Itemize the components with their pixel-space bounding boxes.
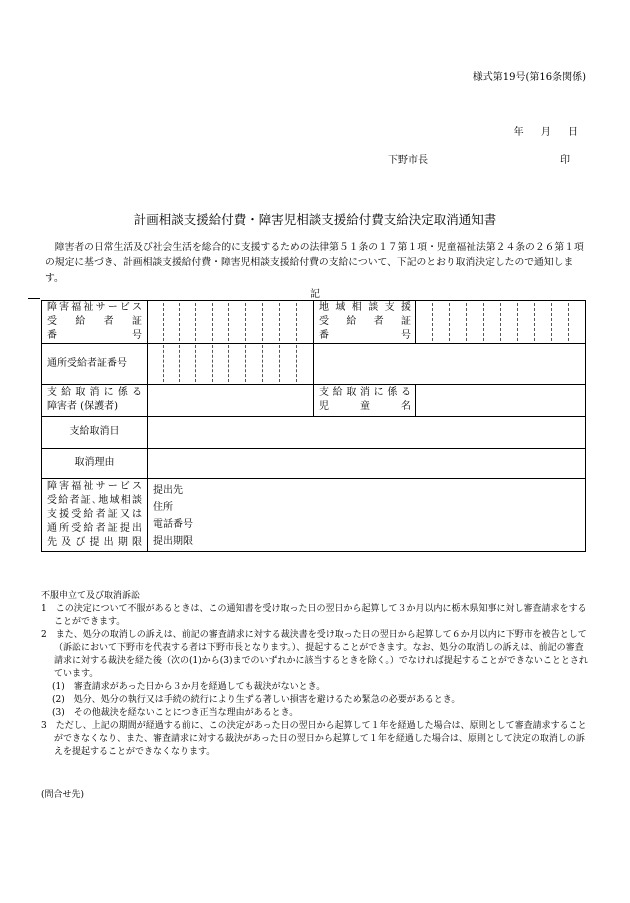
form-table: [41, 300, 586, 552]
digit-separator: [449, 303, 450, 341]
mayor-name: 下野市長: [388, 155, 428, 166]
note-sub-1: (1) 審査請求があった日から３か月を経過しても裁決がないとき。: [52, 682, 326, 692]
digit-separator: [195, 303, 196, 341]
deadline-label: 提出期限: [153, 536, 193, 547]
note-item-1: 1 この決定について不服があるときは、この通知書を受け取った日の翌日から起算して３か月以内に栃木県知事に対し審査請求をすることができます。: [41, 604, 587, 627]
row-line: [42, 448, 585, 449]
digit-separator: [466, 303, 467, 341]
regional-cert-label-3: 番 号: [319, 330, 411, 341]
welfare-cert-label-2: 受 給 者 証: [47, 316, 142, 327]
note-item-3: 3 ただし、上記の期間が経過する前に、この決定があった日の翌日から起算して１年を経過した場合は、原則として審査請求することができなくなり、また、審査請求に対する裁決があった日の翌日から起算して１年を経過した場合は、原則として決定の取消しの訴えを提起することができなくなります。: [41, 721, 587, 757]
address-label: 住所: [153, 502, 173, 513]
ki-heading: 記: [310, 289, 320, 300]
digit-separator: [296, 303, 297, 341]
cancel-child-label-1: 支給取消に係る: [319, 387, 411, 398]
regional-cert-label-1: 地 域 相 談 支 援: [319, 302, 411, 313]
form-number: 様式第19号(第16条関係): [472, 72, 586, 83]
date-line: 年 月 日: [513, 127, 578, 138]
digit-separator: [279, 345, 280, 382]
note-sub-3: (3) その他裁決を経ないことにつき正当な理由があるとき。: [52, 708, 299, 718]
digit-separator: [228, 303, 229, 341]
day-cert-label: 通所受給者証番号: [47, 358, 127, 369]
row-line: [42, 478, 585, 479]
submit-label-3: 支援受給者証又は: [47, 509, 142, 520]
cancel-reason-label: 取消理由: [74, 457, 115, 468]
notes-heading: 不服申立て及び取消訴訟: [41, 591, 141, 601]
intro-paragraph: 障害者の日常生活及び社会生活を総合的に支援するための法律第５１条の１７第１項・児童福祉法第２４条の２６第１項の規定に基づき、計画相談支援給付費・障害児相談支援給付費の支給について、下記のとおり取消決定したので通知します。: [45, 242, 584, 284]
digit-separator: [279, 303, 280, 341]
digit-separator: [163, 303, 164, 341]
phone-label: 電話番号: [153, 519, 193, 530]
digit-separator: [245, 345, 246, 382]
cancel-date-label: 支給取消日: [69, 426, 120, 437]
welfare-cert-label-1: 障害福祉サービス: [47, 302, 142, 313]
digit-separator: [500, 303, 501, 341]
welfare-cert-label-3: 番 号: [47, 330, 142, 341]
cancel-child-label-2: 児 童 名: [319, 401, 411, 412]
page-title: 計画相談支援給付費・障害児相談支援給付費支給決定取消通知書: [133, 212, 497, 227]
submit-label-2: 受給者証､地域相談: [47, 495, 142, 506]
digit-separator: [228, 345, 229, 382]
col-line: [147, 301, 148, 551]
digit-separator: [262, 345, 263, 382]
digit-separator: [296, 345, 297, 382]
digit-separator: [262, 303, 263, 341]
note-sub-2: (2) 処分、処分の執行又は手続の続行により生ずる著しい損害を避けるため緊急の必要があるとき。: [52, 695, 461, 705]
digit-separator: [483, 303, 484, 341]
notes-section: [41, 590, 591, 759]
note-item-2: 2 また、処分の取消しの訴えは、前記の審査請求に対する裁決書を受け取った日の翌日から起算して６か月以内に下野市を被告として（訴訟において下野市を代表する者は下野市長となります。）、提起することができます。なお、処分の取消しの訴えは、前記の審査請求に対する裁決を経た後（次の(1)から(3)までのいずれかに該当するときを除く。）でなければ提起することができないこととされています。: [41, 630, 588, 679]
digit-separator: [432, 303, 433, 341]
submit-label-5: 先 及 び 提 出 期 限: [47, 537, 142, 548]
regional-cert-label-2: 受 給 者 証: [319, 316, 411, 327]
digit-separator: [551, 303, 552, 341]
digit-separator: [534, 303, 535, 341]
digit-separator: [163, 345, 164, 382]
digit-separator: [195, 345, 196, 382]
digit-separator: [212, 345, 213, 382]
col-line: [313, 343, 314, 384]
col-line: [313, 384, 314, 416]
digit-separator: [179, 303, 180, 341]
col-line: [415, 301, 416, 343]
col-line: [313, 301, 314, 343]
cancel-person-label-1: 支給取消に係る: [47, 387, 142, 398]
digit-separator: [568, 303, 569, 341]
row-line: [42, 416, 585, 417]
submit-label-4: 通所受給者証提出: [47, 523, 142, 534]
seal-mark: 印: [560, 155, 570, 166]
digit-separator: [212, 303, 213, 341]
submit-label-1: 障害福祉サービス: [47, 481, 142, 492]
digit-separator: [245, 303, 246, 341]
margin-dash: [28, 298, 40, 299]
col-line: [415, 384, 416, 416]
digit-separator: [517, 303, 518, 341]
submit-to-label: 提出先: [153, 485, 183, 496]
digit-separator: [179, 345, 180, 382]
contact-label: (問合せ先): [41, 790, 85, 800]
cancel-person-label-2: 障害者 (保護者): [47, 401, 118, 412]
